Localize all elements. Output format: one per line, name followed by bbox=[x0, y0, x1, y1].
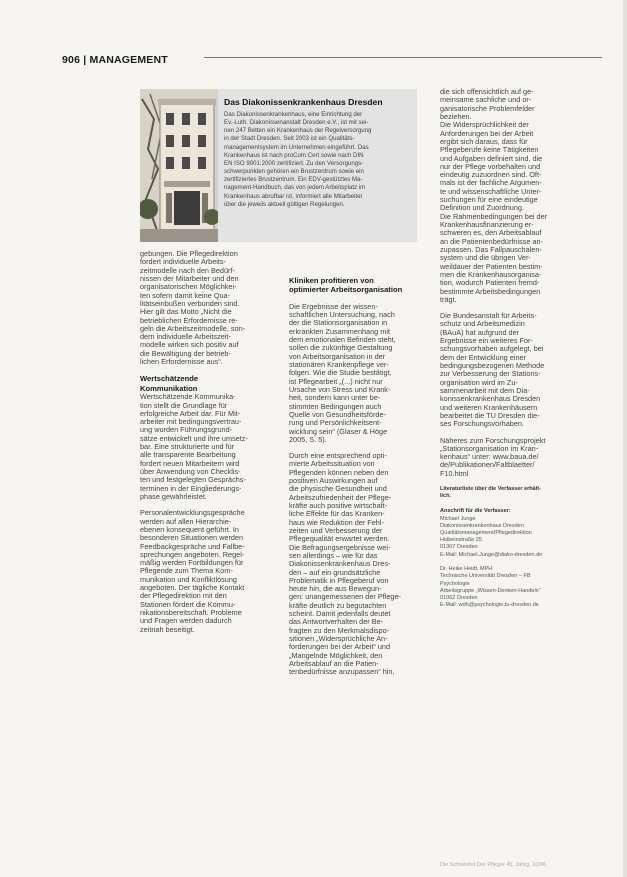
col2-paragraph-1: Die Ergebnisse der wissen- schaftlichen Untersuchung, nach der die Stationsorganisation in erkrankten Zusammenhang mit dem emotionalen Befinden steht, sollen die zukünftige Gestaltung von Arbeitsorganisation in der stationären Krankenpflege ver- folgen. Wie die Studie bestätigt, ist Pflegearbeit „(...) nicht nur Ursache von Stress und Krank- heit, sondern kann unter be- stimmten Bedingungen auch Quelle von Gesundheitsförde- rung und Persönlichkeitsent- wicklung sein“ (Glaser & Höge 2005, S. 5). bbox=[289, 301, 396, 444]
column-3 bbox=[440, 88, 582, 609]
page-edge bbox=[623, 0, 627, 877]
col3-paragraph-3: Näheres zum Forschungsprojekt „Stationsorganisation im Kran- kenhaus“ unter: www.baua.de/ de/Publikationen/Faltblaetter/ F10.html bbox=[440, 435, 546, 478]
author-addresses: Michael Junge Diakonissenkrankenhaus Dresden Qualitätsmanagement/Pflegedirektion Holbeinstraße 25 01307 Dresden E-Mail: Michael.Junge@diako-dresden.de Dr. Heike Heidt, MPH Technische Universität Dresden – FB Psychologie Arbeitsgruppe „Wissen-Denken-Handeln“ 01062 Dresden E-Mail: wdh@psychologie.tu-dresden.de bbox=[440, 515, 543, 609]
col3-paragraph-1: die sich offensichtlich auf ge- meinsame sachliche und or- ganisatorische Problemfelder beziehen. Die Widersprüchlichkeit der Anforderungen bei der Arbeit ergibt sich daraus, dass für Pflegeberufe keine Tätigkeiten und Aufgaben definiert sind, die nur der Pflege vorbehalten und eindeutig zuzuordnen sind. Oft- mals ist der fachliche Argumen- te und wissenschaftliche Unter- suchungen für eine eindeutige Definition und Zuordnung. Die Rahmenbedingungen bei der Krankenhausfinanzierung er- schweren es, den Arbeitsablauf an die Patientenbedürfnisse an- zupassen. Das Fallpauschalen- system und die übrigen Ver- weildauer der Patienten bestim- men die Krankenhausorganisa- tion, wodurch Patienten fremd- bestimmte Arbeitsbedingungen trägt. bbox=[440, 87, 548, 304]
header-rule bbox=[204, 57, 602, 58]
column-2 bbox=[289, 276, 429, 677]
infobox-title: Das Diakonissenkrankenhaus Dresden bbox=[224, 97, 383, 107]
page-number: 906 bbox=[62, 54, 81, 66]
column-1 bbox=[140, 250, 280, 634]
hospital-photo bbox=[140, 89, 218, 242]
literature-note: Literaturliste über die Verfasser erhält- lich. bbox=[440, 486, 541, 500]
col1-paragraph-2: Wertschätzende Kommunika- tion stellt die Grundlage für erfolgreiche Arbeit dar. Für Mit- arbeiter mit bedingungsvertrau- ung wurden Führungsgrund- sätze entwickelt und ihre umsetz- bar. Eine strukturierte und für alle transparente Bearbeitung fordert neuen Mitarbeitern wird über Anwendung von Checklis- ten und festgelegten Gesprächs- terminen in der Eingliederungs- phase gewährleistet. bbox=[140, 392, 248, 501]
col2-paragraph-2: Durch eine entsprechend opti- mierte Arbeitssituation von Pflegenden können neben den positiven Auswirkungen auf die physische Gesundheit und Arbeitszufriedenheit der Pflege- kräfte auch positive wirtschaft- liche Effekte für das Kranken- haus wie Reduktion der Fehl- zeiten und Verbesserung der Pflegequalität erwartet werden. Die Befragungsergebnisse wei- sen allerdings – wie für das Diakonissenkrankenhaus Dres- den – auf ein grundsätzliche Problematik in Pflegeberuf von heute hin, die aus Bewegun- gen: unangemessenen der Pflege- kräfte deutlich zu begutachten scheint. Damit jedenfalls deutet das Antwortverhalten der Be- fragten zu den Merkmalsdispo- sitionen „Widersprüchliche An- forderungen bei der Arbeit“ und „Mangelnde Möglichkeit, den Arbeitsablauf an die Patien- tenbedürfnisse anzupassen“ hin, bbox=[289, 451, 401, 677]
section-name: MANAGEMENT bbox=[89, 54, 168, 66]
col2-heading: Kliniken profitieren von optimierter Arbeitsorganisation bbox=[289, 276, 403, 295]
col1-heading: Wertschätzende Kommunikation bbox=[140, 374, 199, 393]
address-heading: Anschrift für die Verfasser: bbox=[440, 508, 511, 515]
col3-paragraph-2: Die Bundesanstalt für Arbeits- schutz und Arbeitsmedizin (BAuA) hat aufgrund der Ergebnisse ein weiteres For- schungsvorhaben aufgelegt, bei dem der Entwicklung einer bedingungsbezogenen Methode zur Verbesserung der Stations- organisation wird im Zu- sammenarbeit mit dem Dia- konissenkrankenhaus Dresden und weiteren Krankenhäusern bearbeitet die TU Dresden die- ses Forschungsvorhaben. bbox=[440, 311, 545, 429]
col1-paragraph-3: Personalentwicklungsgespräche werden auf allen Hierarchie- ebenen konsequent geführt. In besonderen Situationen werden Feedbackgespräche und Fallbe- sprechungen angeboten. Regel- mäßig werden Fortbildungen für Pflegende zum Thema Kom- munikation und Konfliktlösung angeboten. Der tägliche Kontakt der Pflegedirektion mit den Stationen fördert die Kommu- nikationsbereitschaft. Probleme und Fragen werden dadurch zeitnah beseitigt. bbox=[140, 508, 245, 634]
hospital-building-icon bbox=[140, 89, 218, 242]
infobox-text: Das Diakonissenkrankenhaus, eine Einrichtung der Ev.-Luth. Diakonissenanstalt Dresden e.V., ist mit sei- nen 247 Betten ein Krankenhaus der Regelversorgung in der Stadt Dresden. Seit 2003 ist ein Qualitäts- managementsystem im Unternehmen eingeführt. Das Krankenhaus ist nach proCum Cert sowie nach DIN EN ISO 9001:2000 zertifiziert. Zu den Versorgungs- schwerpunkten gehören ein Brustzentrum sowie ein zertifiziertes Brustzentrum. Ein EDV-gestütztes Ma- nagement-Handbuch, das von jedem Arbeitsplatz im Krankenhaus abrufbar ist, informiert alle Mitarbeiter über die jeweils aktuell gültigen Regelungen. bbox=[224, 111, 372, 208]
col1-paragraph-1: gebungen. Die Pflegedirektion fordert individuelle Arbeits- zeitmodelle nach den Bedürf- nissen der Mitarbeiter und den organisatorischen Möglichkei- ten sofern damit keine Qua- litätseinbußen verbunden sind. Hier gilt das Motto „Nicht die betrieblichen Erfordernisse re- geln die Arbeitszeitmodelle, son- dern individuelle Arbeitszeit- modelle wirken sich positiv auf die Bewältigung der betrieb- lichen Erfordernisse aus“. bbox=[140, 249, 246, 367]
page-footer: Die Schwester Der Pfleger 45. Jahrg. 10/06 bbox=[440, 862, 547, 868]
running-header: 906 | MANAGEMENT bbox=[62, 50, 602, 66]
